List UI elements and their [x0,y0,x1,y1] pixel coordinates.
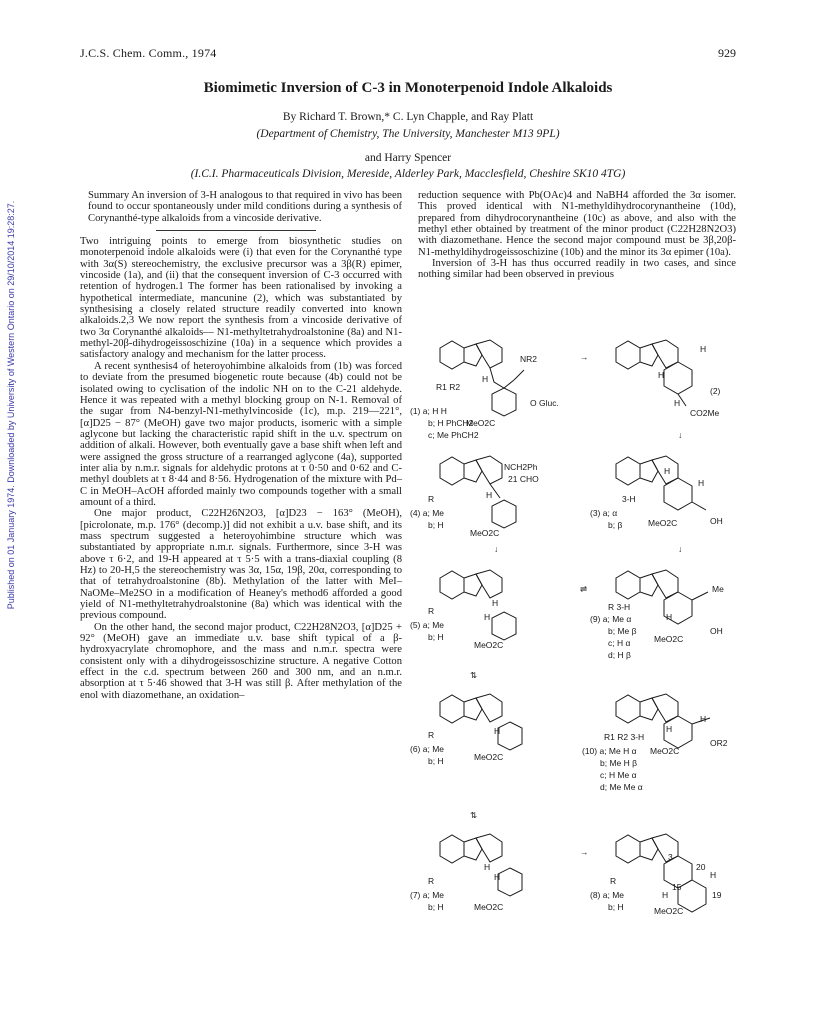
body-paragraph-4: On the other hand, the second major product, C22H28N2O3, [α]D25 + 92° (MeOH) gave an immediate u.v. base shift typical of a β-hydroxyacrylate chromophore, and the mass and n.m.r. spectra were consistent only with a dihydrogeissoschizine structure. A negative Cotton effect in the c.d. spectrum between 260 and 300 nm, and an n.m.r. absorption at τ 5·46 showed that 3-H was still β. After methylation of the enol with diazomethane, an oxidation– [80,621,402,701]
body-paragraph-1: Two intriguing points to emerge from biosynthetic studies on monoterpenoid indole alkaloids were (i) that even for the Corynanthé type with 3α(S) stereochemistry, the exclusive precursor was a 3β(R) epimer, vincoside (1a), and (ii) that the consequent inversion of C-3 occurred with retention of hydrogen.1 The former has been rationalised by invoking a hypothetical intermediate, mancunine (2), which was substantiated by synthesising a closely related structure readily converted into known alkaloids.2,3 We now report the synthesis from a vincoside derivative of two 3α Corynanthé alkaloids— N1-methyltetrahydroalstonine (8a) and N1-methyl-20β-dihydrogeissoschizine (10a) in a sequence which provides a satisfactory analogy and mechanism for the latter process. [80,236,402,361]
author-line: By Richard T. Brown,* C. Lyn Chapple, and Ray Platt [282,111,534,123]
c4-row-b: b; H [428,520,444,530]
c5-row-a: (5) a; Me [410,620,445,630]
c3-row-b: b; β [608,520,623,530]
publication-side-note: Published on 01 January 1974. Downloaded by University of Western Ontario on 29/10/2014 19:28:27. [6,200,16,610]
c9-subst-meo2c: MeO2C [654,634,684,644]
c4-header: R [428,494,435,504]
c9-row-c: c; H α [608,638,631,648]
left-column [80,190,402,701]
and-line: and Harry Spencer [364,152,452,164]
c10-subst-or2: OR2 [710,738,728,748]
c1-row-b: b; H PhCH2 [428,418,474,428]
c3-row-a: (3) a; α [590,508,618,518]
body-paragraph-3: One major product, C22H26N2O3, [α]D23 − 163° (MeOH), [picrolonate, m.p. 176° (decomp.)] did not exhibit a u.v. base shift, and its mass spectrum suggested a heteroyohimbine structure which was substantiated by appropriate n.m.r. signals. Furthermore, since 3-H was above τ 6·2, and 19-H appeared at τ 5·5 with a trans-diaxial coupling (8 Hz) to 20-H,5 the stereochemistry was 3α, 15α, 19β, 20α, corresponding to that of tetrahydroalstonine (8b). Methylation of the latter with MeI–NaOMe–Me2SO in a modification of Heaney's method6 afforded a good yield of N1-methyltetrahydroalstonine (8a) which was identical with the previous compound. [80,508,402,622]
c5-row-b: b; H [428,632,444,642]
c2-number: (2) [710,386,721,396]
body-paragraph-2: A recent synthesis4 of heteroyohimbine alkaloids from (1b) was forced to deviate from the presumed biogenetic route because (4b) could not be isolated owing to cyclisation of the indolic NH on to the C-21 aldehyde. Hence it was repeated with a methyl blocking group on N-1. Removal of the sugar from N4-benzyl-N1-methylvincoside (1c), m.p. 219—221°, [α]D25 − 87° (MeOH) gave two major products, isomeric with a simple aglycone but lacking the characteristic rapid shift in the u.v. spectrum on addition of alkali. However, both eventually gave a base shift when left and were assigned the gross structure of a rearranged aglycone (4a), supported inter alia by n.m.r. signals for aldehydic protons at τ 0·50 and 0·62 and C-methyl doublets at τ 8·44 and 8·56. Hydrogenation of the mixture with Pd–C in MeOH–AcOH afforded mainly two compounds together with a small amount of a third. [80,360,402,508]
c10-subst-meo2c: MeO2C [650,746,680,756]
c10-row-b: b; Me H β [600,758,638,768]
reaction-scheme-svg [410,330,742,970]
c3-subst-oh: OH [710,516,723,526]
compound-8-structure [616,834,706,912]
c8-header: R [610,876,617,886]
running-head: J.C.S. Chem. Comm., 1974 [80,46,217,60]
arrow-1-to-2: → [580,352,589,362]
compound-5-structure [440,570,516,640]
right-paragraph-2: Inversion of 3-H has thus occurred readily in two cases, and since nothing similar had been observed in previous [418,258,736,281]
right-paragraph-1: reduction sequence with Pb(OAc)4 and NaBH4 afforded the 3α isomer. This proved identical with N1-methyldihydrocorynantheine (10d), prepared from dihydrocorynantheine (10c) as above, and also with the methyl ether obtained by treatment of the minor product (C22H28N2O3) with diazomethane. Hence the second major compound must be 3β,20β-N1-methyldihydrogeissoschizine (10b) and the minor its 3α epimer (10a). [418,190,736,258]
c2-subst-h3: H [674,398,681,408]
c10-subst-h2: H [700,714,707,724]
c1-subst-ogluc: O Gluc. [530,398,559,408]
c8-row-b: b; H [608,902,624,912]
c8-subst-20: 20 [696,862,706,872]
c9-row-b: b; Me β [608,626,637,636]
summary: Summary An inversion of 3-H analogous to that required in vivo has been found to occur spontaneously under mild conditions during a synthesis of Corynanthé-type alkaloids from a vincoside derivative. [88,190,402,224]
c3-subst-meo2c: MeO2C [648,518,678,528]
right-column [418,190,736,281]
c2-subst-h1: H [700,344,707,354]
c1-subst-nr2: NR2 [520,354,538,364]
compound-6-structure [440,694,522,750]
c10-header: R1 R2 3-H [604,732,645,742]
c9-subst-oh: OH [710,626,723,636]
compound-2-structure [616,340,692,406]
arrow-4-to-5: ↓ [494,544,499,554]
c5-subst-h2: H [484,612,491,622]
c10-row-c: c; H Me α [600,770,637,780]
summary-rule [156,230,316,231]
c5-subst-h1: H [492,598,499,608]
c1-header: R1 R2 [436,382,461,392]
c7-row-b: b; H [428,902,444,912]
c8-subst-19: 19 [712,890,722,900]
c4-subst-h: H [486,490,493,500]
c7-subst-h2: H [484,862,491,872]
c6-row-b: b; H [428,756,444,766]
c5-header: R [428,606,435,616]
c4-subst-meo2c: MeO2C [470,528,500,538]
c3-header: 3-H [622,494,636,504]
c9-subst-me: Me [712,584,724,594]
c9-row-d: d; H β [608,650,631,660]
c5-subst-meo2c: MeO2C [474,640,504,650]
affiliation-1: (Department of Chemistry, The University, Manchester M13 9PL) [256,128,560,140]
arrow-2-to-3: ↓ [678,430,683,440]
c2-subst-co2me: CO2Me [690,408,720,418]
c8-row-a: (8) a; Me [590,890,625,900]
c6-subst-meo2c: MeO2C [474,752,504,762]
c8-subst-15: 15 [672,882,682,892]
c4-subst-nch2ph: NCH2Ph [504,462,538,472]
c3-subst-h1: H [664,466,671,476]
c6-row-a: (6) a; Me [410,744,445,754]
arrow-7-to-8: → [580,847,589,857]
c1-row-a: (1) a; H H [410,406,447,416]
c3-subst-h2: H [698,478,705,488]
c10-subst-h1: H [666,724,673,734]
c1-subst-meo2c: MeO2C [466,418,496,428]
c4-row-a: (4) a; Me [410,508,445,518]
c8-subst-h1: H [710,870,717,880]
c10-row-d: d; Me Me α [600,782,643,792]
reaction-scheme-figure [410,330,742,970]
c1-row-c: c; Me PhCH2 [428,430,479,440]
c7-row-a: (7) a; Me [410,890,445,900]
arrow-3-to-9: ↓ [678,544,683,554]
c6-header: R [428,730,435,740]
affiliation-2: (I.C.I. Pharmaceuticals Division, Mereside, Alderley Park, Macclesfield, Cheshire SK10 4TG) [190,168,626,180]
arrow-6-7-equilibrium: ⇅ [470,810,478,820]
page-number: 929 [718,46,736,60]
c8-subst-3: 3 [668,852,673,862]
c6-subst-h: H [494,726,501,736]
c1-subst-h: H [482,374,489,384]
article-title: Biomimetic Inversion of C-3 in Monoterpenoid Indole Alkaloids [203,80,613,96]
c2-subst-h2: H [658,370,665,380]
c4-subst-cho: 21 CHO [508,474,539,484]
c9-subst-h: H [666,612,673,622]
c8-subst-meo2c: MeO2C [654,906,684,916]
c7-subst-h1: H [494,872,501,882]
compound-7-structure [440,834,522,896]
c10-row-a: (10) a; Me H α [582,746,637,756]
c9-header: R 3-H [608,602,631,612]
c8-subst-h2: H [662,890,669,900]
c7-subst-meo2c: MeO2C [474,902,504,912]
arrow-5-9-equilibrium: ⇌ [580,584,588,594]
arrow-5-6-equilibrium: ⇅ [470,670,478,680]
c9-row-a: (9) a; Me α [590,614,632,624]
c7-header: R [428,876,435,886]
